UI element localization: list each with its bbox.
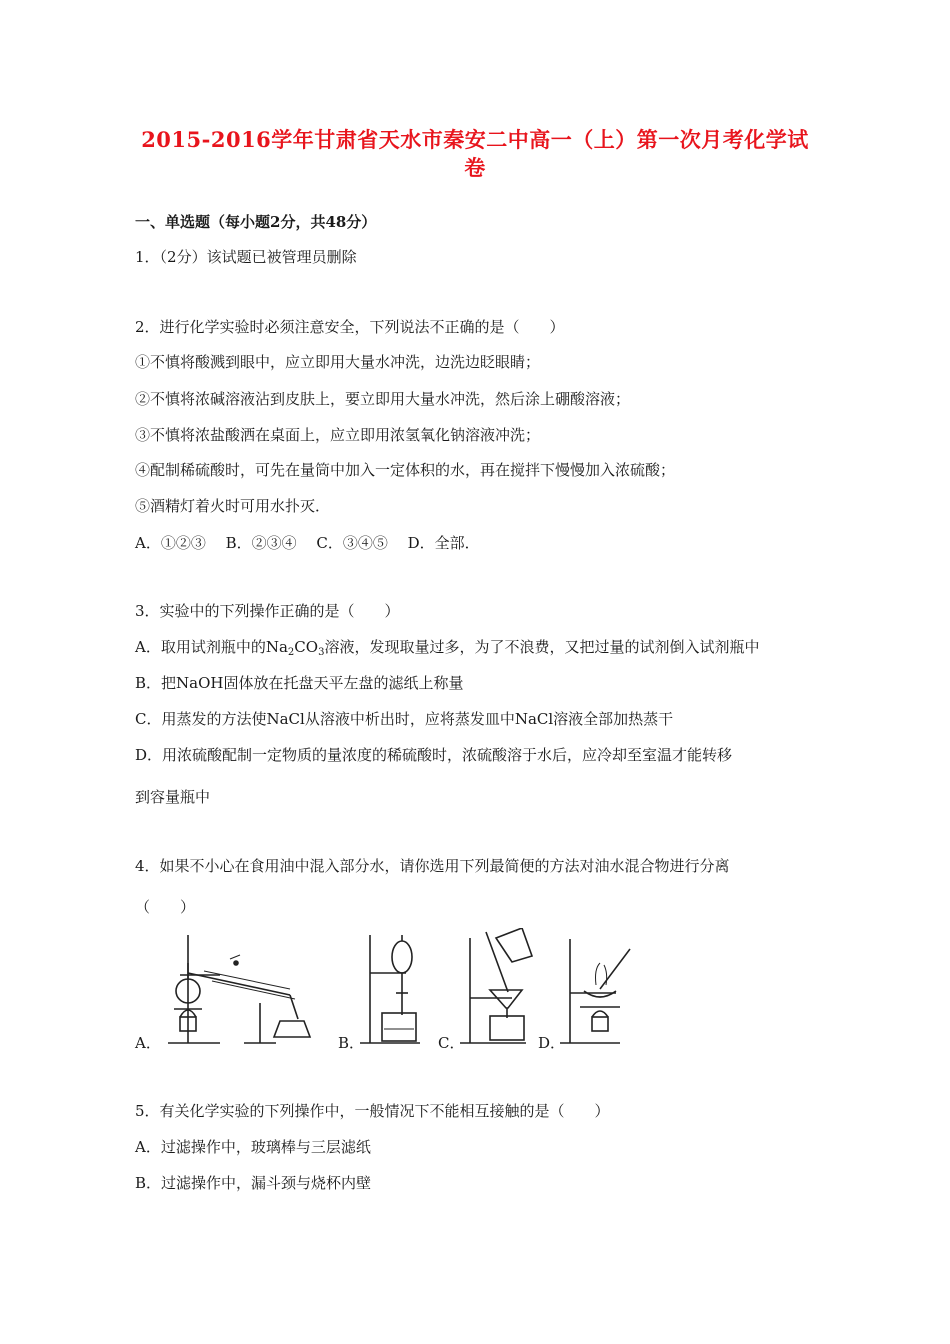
question-5-option-b: B．过滤操作中，漏斗颈与烧杯内壁: [135, 1174, 372, 1192]
question-5-option-a: A．过滤操作中，玻璃棒与三层滤纸: [135, 1138, 371, 1156]
filtration-apparatus-image: [460, 928, 540, 1048]
question-2-stem: 2．进行化学实验时必须注意安全，下列说法不正确的是（ ）: [135, 318, 565, 336]
evaporation-apparatus-image: [560, 933, 650, 1048]
question-2-item: ①不慎将酸溅到眼中，应立即用大量水冲洗，边洗边眨眼睛；: [135, 353, 541, 371]
option-d-label: D．: [538, 1034, 566, 1052]
question-3-option-a: A．取用试剂瓶中的$Na_2CO_3$溶液，发现取量过多，为了不浪费，又把过量的试剂倒入试剂瓶中: [135, 638, 760, 658]
question-4-paren: （ ）: [135, 898, 196, 916]
document-title-line1: 2015-2016学年甘肃省天水市秦安二中高一（上）第一次月考化学试: [141, 127, 809, 152]
separatory-funnel-image: [360, 933, 430, 1048]
question-4-stem: 4．如果不小心在食用油中混入部分水，请你选用下列最简便的方法对油水混合物进行分离: [135, 857, 730, 875]
option-a-label: A．: [135, 1034, 161, 1052]
question-3-stem: 3．实验中的下列操作正确的是（ ）: [135, 602, 400, 620]
question-3-option-c: C．用蒸发的方法使NaCl从溶液中析出时，应将蒸发皿中NaCl溶液全部加热蒸干: [135, 710, 674, 728]
section-heading: 一、单选题（每小题2分，共48分）: [135, 213, 377, 231]
option-b-label: B．: [338, 1034, 365, 1052]
option-c-label: C．: [438, 1034, 465, 1052]
question-5-stem: 5．有关化学实验的下列操作中，一般情况下不能相互接触的是（ ）: [135, 1102, 610, 1120]
question-2-item: ②不慎将浓碱溶液沾到皮肤上，要立即用大量水冲洗，然后涂上硼酸溶液；: [135, 390, 631, 408]
distillation-apparatus-image: [160, 933, 320, 1048]
question-2-item: ③不慎将浓盐酸洒在桌面上，应立即用浓氢氧化钠溶液冲洗；: [135, 426, 541, 444]
question-3-option-b: B．把NaOH固体放在托盘天平左盘的滤纸上称量: [135, 674, 464, 692]
question-2-item: ④配制稀硫酸时，可先在量筒中加入一定体积的水，再在搅拌下慢慢加入浓硫酸；: [135, 461, 676, 479]
question-3-option-d-cont: 到容量瓶中: [135, 788, 211, 806]
question-3-option-d: D．用浓硫酸配制一定物质的量浓度的稀硫酸时，浓硫酸溶于水后，应冷却至室温才能转移: [135, 746, 733, 764]
question-2-options: A．①②③ B．②③④ C．③④⑤ D．全部．: [135, 534, 480, 552]
question-1: 1．（2分）该试题已被管理员删除: [135, 248, 357, 266]
document-title-line2: 卷: [464, 155, 486, 180]
apparatus-figures: [135, 928, 655, 1053]
question-2-item: ⑤酒精灯着火时可用水扑灭．: [135, 497, 331, 515]
